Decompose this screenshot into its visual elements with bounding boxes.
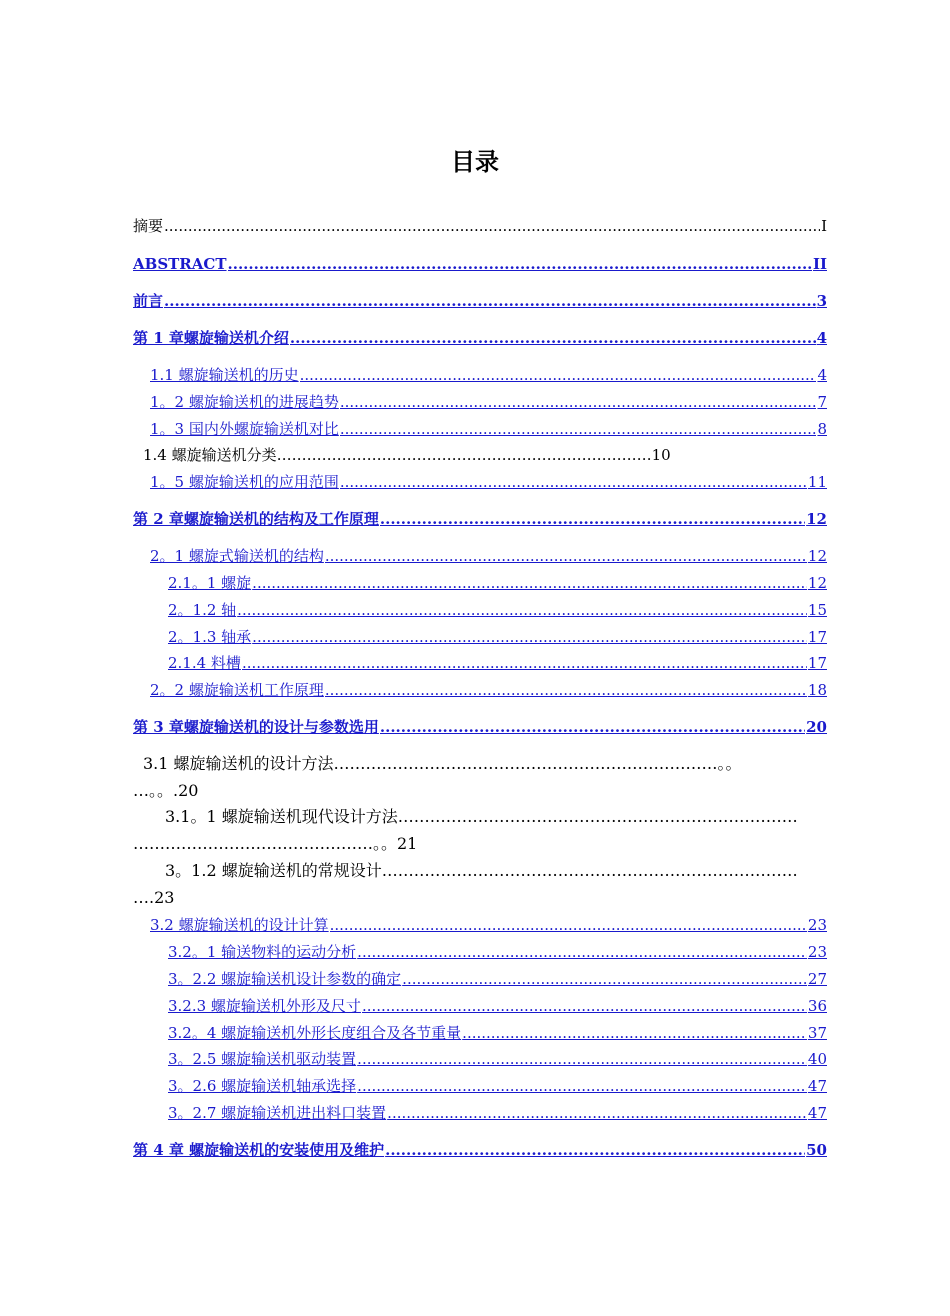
- toc-entry-text: 3.2。4 螺旋输送机外形长度组合及各节重量: [168, 1024, 462, 1042]
- toc-entry-3-2-5[interactable]: [168, 1049, 827, 1069]
- leader-dots: [164, 216, 820, 236]
- toc-entry-2-1[interactable]: [150, 546, 827, 566]
- toc-entry-page: 17: [807, 654, 827, 672]
- leader-dots: [387, 1103, 807, 1123]
- toc-entry-3-2-3[interactable]: [168, 996, 827, 1016]
- toc-entry-text: 2。1.2 轴: [168, 601, 237, 619]
- toc-entry-page: 50: [806, 1141, 827, 1159]
- toc-entry-text: 第 1 章螺旋输送机介绍: [133, 329, 289, 347]
- toc-entry-text: 2。2 螺旋输送机工作原理: [150, 681, 324, 699]
- toc-entry-preface[interactable]: [133, 291, 827, 311]
- toc-entry-3-1-2-line2: ….23: [133, 888, 175, 907]
- leader-dots: [330, 915, 807, 935]
- toc-entry-page: 3: [816, 292, 827, 310]
- toc-entry-page: 40: [807, 1050, 827, 1068]
- toc-entry-text: 3。2.7 螺旋输送机进出料口装置: [168, 1104, 387, 1122]
- toc-entry-1-4: 1.4 螺旋输送机分类…………………………………………………………………10: [143, 446, 671, 464]
- toc-entry-text: 3。2.6 螺旋输送机轴承选择: [168, 1077, 357, 1095]
- toc-entry-3-2-4[interactable]: [168, 1023, 827, 1043]
- toc-entry-text: 2。1 螺旋式输送机的结构: [150, 547, 324, 565]
- toc-entry-1-3[interactable]: [150, 419, 827, 439]
- toc-entry-3-2-6[interactable]: [168, 1076, 827, 1096]
- leader-dots: [380, 717, 805, 737]
- leader-dots: [385, 1140, 805, 1160]
- leader-dots: [357, 942, 807, 962]
- leader-dots: [252, 627, 807, 647]
- toc-entry-3-1-1-line1: 3.1。1 螺旋输送机现代设计方法…………………………………………………………………: [165, 807, 798, 826]
- toc-entry-2-1-4[interactable]: [168, 653, 827, 673]
- toc-entry-page: 4: [816, 329, 827, 347]
- toc-entry-3-1-line1: 3.1 螺旋输送机的设计方法………………………………………………………………。。: [143, 754, 742, 773]
- toc-entry-page: 37: [807, 1024, 827, 1042]
- leader-dots: [362, 996, 807, 1016]
- toc-entry-text: 3.2 螺旋输送机的设计计算: [150, 916, 329, 934]
- toc-entry-page: II: [812, 255, 827, 273]
- toc-entry-text: 第 2 章螺旋输送机的结构及工作原理: [133, 510, 379, 528]
- toc-entry-page: 23: [807, 916, 827, 934]
- toc-entry-chapter-1[interactable]: [133, 328, 827, 348]
- toc-entry-page: 4: [817, 366, 827, 384]
- leader-dots: [340, 472, 807, 492]
- toc-entry-text: 第 4 章 螺旋输送机的安装使用及维护: [133, 1141, 385, 1159]
- toc-entry-page: 15: [807, 601, 827, 619]
- toc-entry-2-1-3[interactable]: [168, 627, 827, 647]
- leader-dots: [242, 653, 807, 673]
- toc-entry-text: 1。3 国内外螺旋输送机对比: [150, 420, 339, 438]
- toc-entry-chapter-2[interactable]: [133, 509, 827, 529]
- toc-entry-text: 3。2.2 螺旋输送机设计参数的确定: [168, 970, 402, 988]
- toc-entry-text: 1。5 螺旋输送机的应用范围: [150, 473, 339, 491]
- toc-entry-3-2[interactable]: [150, 915, 827, 935]
- toc-entry-2-2[interactable]: [150, 680, 827, 700]
- leader-dots: [462, 1023, 807, 1043]
- toc-entry-1-1[interactable]: [150, 365, 827, 385]
- toc-entry-3-2-2[interactable]: [168, 969, 827, 989]
- toc-entry-page: 11: [807, 473, 827, 491]
- toc-entry-3-1-2-line1: 3。1.2 螺旋输送机的常规设计……………………………………………………………………: [165, 861, 798, 880]
- toc-entry-3-1-1-line2: ………………………………………。。21: [133, 834, 418, 853]
- toc-entry-page: 36: [807, 997, 827, 1015]
- toc-entry-page: 12: [806, 510, 827, 528]
- toc-entry-3-1-line2: …。。.20: [133, 781, 199, 800]
- toc-entry-page: 20: [806, 718, 827, 736]
- toc-entry-text: 2.1.4 料槽: [168, 654, 241, 672]
- toc-entry-abstract[interactable]: [133, 254, 827, 274]
- leader-dots: [252, 573, 807, 593]
- toc-entry-text: 1.1 螺旋输送机的历史: [150, 366, 299, 384]
- leader-dots: [340, 419, 817, 439]
- toc-entry-page: I: [821, 217, 827, 235]
- toc-entry-page: 12: [807, 574, 827, 592]
- toc-entry-page: 27: [807, 970, 827, 988]
- leader-dots: [380, 509, 805, 529]
- leader-dots: [325, 546, 807, 566]
- toc-entry-text: 1。2 螺旋输送机的进展趋势: [150, 393, 339, 411]
- leader-dots: [357, 1049, 807, 1069]
- toc-entry-3-2-1[interactable]: [168, 942, 827, 962]
- toc-entry-abstract-cn: [133, 216, 827, 236]
- toc-entry-text: 2。1.3 轴承: [168, 628, 252, 646]
- toc-entry-text: 3.2。1 输送物料的运动分析: [168, 943, 357, 961]
- toc-entry-page: 7: [817, 393, 827, 411]
- leader-dots: [325, 680, 807, 700]
- toc-entry-3-2-7[interactable]: [168, 1103, 827, 1123]
- leader-dots: [340, 392, 817, 412]
- toc-entry-text: 摘要: [133, 217, 164, 235]
- toc-entry-page: 47: [807, 1077, 827, 1095]
- leader-dots: [164, 291, 816, 311]
- leader-dots: [300, 365, 817, 385]
- toc-title: 目录: [451, 148, 499, 176]
- toc-entry-page: 47: [807, 1104, 827, 1122]
- toc-entry-page: 18: [807, 681, 827, 699]
- toc-entry-text: ABSTRACT: [133, 255, 227, 273]
- toc-entry-page: 12: [807, 547, 827, 565]
- toc-entry-2-1-2[interactable]: [168, 600, 827, 620]
- toc-entry-page: 8: [817, 420, 827, 438]
- toc-entry-1-5[interactable]: [150, 472, 827, 492]
- leader-dots: [357, 1076, 807, 1096]
- toc-entry-chapter-4[interactable]: [133, 1140, 827, 1160]
- leader-dots: [290, 328, 816, 348]
- toc-entry-text: 前言: [133, 292, 164, 310]
- toc-entry-text: 3。2.5 螺旋输送机驱动装置: [168, 1050, 357, 1068]
- toc-entry-text: 第 3 章螺旋输送机的设计与参数选用: [133, 718, 379, 736]
- leader-dots: [237, 600, 807, 620]
- leader-dots: [228, 254, 812, 274]
- toc-entry-page: 17: [807, 628, 827, 646]
- toc-entry-1-2[interactable]: [150, 392, 827, 412]
- leader-dots: [402, 969, 807, 989]
- toc-entry-2-1-1[interactable]: [168, 573, 827, 593]
- toc-entry-page: 23: [807, 943, 827, 961]
- toc-entry-chapter-3[interactable]: [133, 717, 827, 737]
- toc-entry-text: 3.2.3 螺旋输送机外形及尺寸: [168, 997, 361, 1015]
- toc-entry-text: 2.1。1 螺旋: [168, 574, 252, 592]
